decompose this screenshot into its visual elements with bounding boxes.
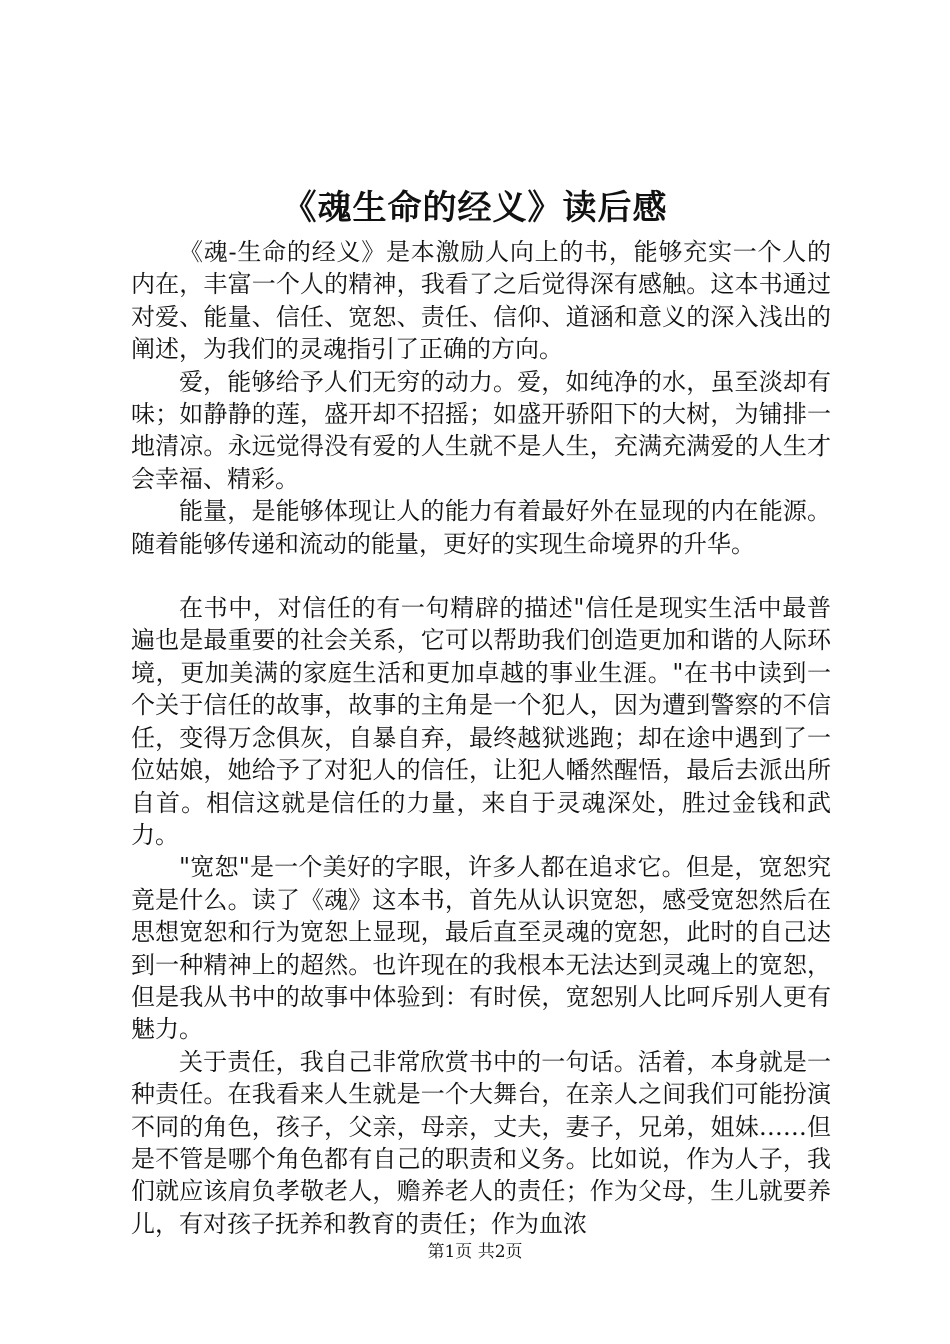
paragraph-love: 爱，能够给予人们无穷的动力。爱，如纯净的水，虽至淡却有味；如静静的莲，盛开却不招摇；如盛开骄阳下的大树，为铺排一地清凉。永远觉得没有爱的人生就不是人生，充满充满爱的人生才会幸福、精彩。 bbox=[131, 367, 831, 493]
document-body bbox=[131, 236, 831, 1240]
paragraph-intro: 《魂-生命的经义》是本激励人向上的书，能够充实一个人的内在，丰富一个人的精神，我看了之后觉得深有感触。这本书通过对爱、能量、信任、宽恕、责任、信仰、道涵和意义的深入浅出的阐述，为我们的灵魂指引了正确的方向。 bbox=[131, 238, 831, 364]
page-footer: 第1页 共2页 bbox=[427, 1242, 523, 1262]
paragraph-forgiveness: "宽恕"是一个美好的字眼，许多人都在追求它。但是，宽恕究竟是什么。读了《魂》这本书，首先从认识宽恕，感受宽恕然后在思想宽恕和行为宽恕上显现，最后直至灵魂的宽恕，此时的自己达到一种精神上的超然。也许现在的我根本无法达到灵魂上的宽恕，但是我从书中的故事中体验到：有时侯，宽恕别人比呵斥别人更有魅力。 bbox=[131, 853, 831, 1044]
paragraph-trust: 在书中，对信任的有一句精辟的描述"信任是现实生活中最普遍也是最重要的社会关系，它可以帮助我们创造更加和谐的人际环境，更加美满的家庭生活和更加卓越的事业生涯。"在书中读到一个关于信任的故事，故事的主角是一个犯人，因为遭到警察的不信任，变得万念俱灰，自暴自弃，最终越狱逃跑；却在途中遇到了一位姑娘，她给予了对犯人的信任，让犯人幡然醒悟，最后去派出所自首。相信这就是信任的力量，来自于灵魂深处，胜过金钱和武力。 bbox=[131, 594, 831, 849]
paragraph-responsibility: 关于责任，我自己非常欣赏书中的一句话。活着，本身就是一种责任。在我看来人生就是一个大舞台，在亲人之间我们可能扮演不同的角色，孩子，父亲，母亲，丈夫，妻子，兄弟，姐妹……但是不管是哪个角色都有自己的职责和义务。比如说，作为人子，我们就应该肩负孝敬老人，赡养老人的责任；作为父母，生儿就要养儿，有对孩子抚养和教育的责任；作为血浓 bbox=[131, 1047, 831, 1238]
page-title: 《魂生命的经义》读后感 bbox=[282, 188, 668, 228]
paragraph-energy: 能量，是能够体现让人的能力有着最好外在显现的内在能源。随着能够传递和流动的能量，更好的实现生命境界的升华。 bbox=[131, 497, 831, 558]
